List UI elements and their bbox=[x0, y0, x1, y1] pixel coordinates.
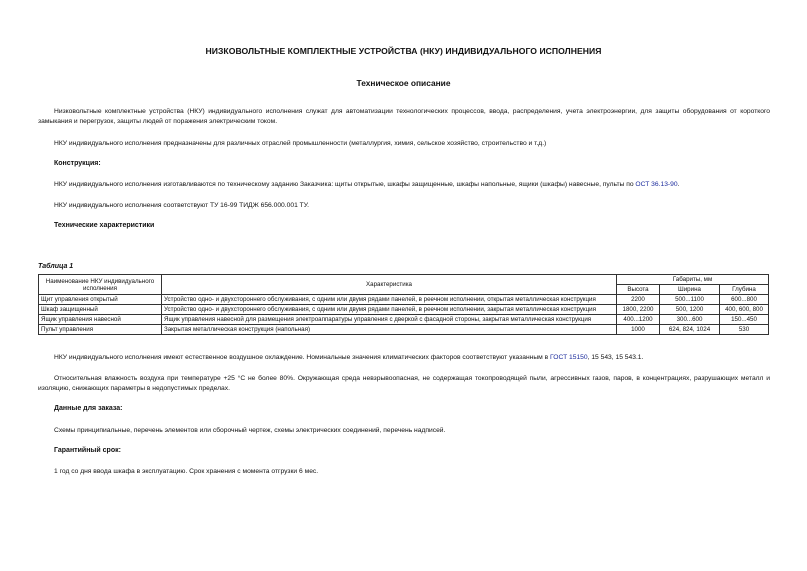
header-height: Высота bbox=[617, 285, 660, 295]
table-row bbox=[39, 305, 769, 315]
construction-paragraph bbox=[38, 180, 770, 190]
cell-width: 624, 824, 1024 bbox=[660, 325, 720, 335]
humidity-paragraph: Относительная влажность воздуха при температуре +25 °С не более 80%. Окружающая среда невзрывоопасная, не содержащая токопроводящей пыли, агрессивных газов, паров, в концентрациях, разрушающих металл и изоляцию, снижающих параметры в недопустимых пределах. bbox=[38, 375, 770, 392]
cell-width: 500...1100 bbox=[660, 295, 720, 305]
cell-depth: 400, 600, 800 bbox=[720, 305, 769, 315]
tech-heading: Технические характеристики bbox=[54, 222, 155, 229]
header-name: Наименование НКУ индивидуального исполнения bbox=[39, 275, 162, 295]
cell-height: 1000 bbox=[617, 325, 660, 335]
header-depth: Глубина bbox=[720, 285, 769, 295]
page-title: НИЗКОВОЛЬТНЫЕ КОМПЛЕКТНЫЕ УСТРОЙСТВА (НКУ) ИНДИВИДУАЛЬНОГО ИСПОЛНЕНИЯ bbox=[205, 46, 602, 56]
cell-width: 500, 1200 bbox=[660, 305, 720, 315]
cell-depth: 150...450 bbox=[720, 315, 769, 325]
construction-text-end: . bbox=[677, 181, 680, 188]
intro-paragraph: Низковольтные комплектные устройства (НКУ) индивидуального исполнения служат для автоматизации технологических процессов, ввода, распределения, учета электроэнергии, для защиты оборудования от короткого замыкания и перегрузок, защиты людей от поражения электрическим током. bbox=[38, 108, 770, 125]
cell-width: 300...600 bbox=[660, 315, 720, 325]
table-row bbox=[39, 295, 769, 305]
purpose-paragraph: НКУ индивидуального исполнения предназначены для различных отраслей промышленности (металлургия, химия, сельское хозяйство, строительство и т.д.) bbox=[54, 140, 547, 147]
warranty-paragraph: 1 год со дня ввода шкафа в эксплуатацию. Срок хранения с момента отгрузки 6 мес. bbox=[54, 468, 319, 475]
cell-name: Щит управления открытый bbox=[39, 295, 162, 305]
cell-height: 1800, 2200 bbox=[617, 305, 660, 315]
page-subtitle: Техническое описание bbox=[356, 78, 451, 88]
cell-height: 400...1200 bbox=[617, 315, 660, 325]
cell-depth: 600...800 bbox=[720, 295, 769, 305]
table-caption: Таблица 1 bbox=[38, 263, 74, 270]
cell-name: Шкаф защищенный bbox=[39, 305, 162, 315]
header-characteristic: Характеристика bbox=[162, 275, 617, 295]
warranty-heading: Гарантийный срок: bbox=[54, 447, 121, 454]
cell-name: Пульт управления bbox=[39, 325, 162, 335]
cell-desc: Устройство одно- и двухстороннего обслуживания, с одним или двумя рядами панелей, в реечном исполнении, открытая металлическая конструкция bbox=[162, 295, 617, 305]
table-row bbox=[39, 325, 769, 335]
table-header-row bbox=[39, 275, 769, 285]
cooling-paragraph bbox=[38, 353, 770, 363]
cell-name: Ящик управления навесной bbox=[39, 315, 162, 325]
specs-table bbox=[38, 274, 769, 335]
order-paragraph: Схемы принципиальные, перечень элементов или сборочный чертеж, схемы электрических соединений, перечень надписей. bbox=[54, 427, 446, 434]
cooling-text-end: , 15 543, 15 543.1. bbox=[587, 354, 644, 361]
construction-heading: Конструкция: bbox=[54, 160, 101, 167]
table-row bbox=[39, 315, 769, 325]
construction-text: НКУ индивидуального исполнения изготавливаются по техническому заданию Заказчика: щиты открытые, шкафы защищенные, шкафы напольные, ящики (шкафы) навесные, пульты по bbox=[54, 181, 636, 188]
header-dimensions: Габариты, мм bbox=[617, 275, 769, 285]
cooling-text: НКУ индивидуального исполнения имеют естественное воздушное охлаждение. Номинальные значения климатических факторов соответствуют указанным в bbox=[54, 354, 551, 361]
cell-desc: Ящик управления навесной для размещения электроаппаратуры управления с дверкой с фасадной стороны, закрытая металлическая конструкция bbox=[162, 315, 617, 325]
cell-desc: Устройство одно- и двухстороннего обслуживания, с одним или двумя рядами панелей, в реечном исполнении, закрытая металлическая конструкция bbox=[162, 305, 617, 315]
cell-desc: Закрытая металлическая конструкция (напольная) bbox=[162, 325, 617, 335]
order-heading: Данные для заказа: bbox=[54, 405, 123, 412]
cell-depth: 530 bbox=[720, 325, 769, 335]
cell-height: 2200 bbox=[617, 295, 660, 305]
gost-link[interactable]: ГОСТ 15150 bbox=[550, 354, 588, 361]
header-width: Ширина bbox=[660, 285, 720, 295]
conformity-paragraph: НКУ индивидуального исполнения соответствуют ТУ 16-99 ТИДЖ 656.000.001 ТУ. bbox=[54, 202, 309, 209]
ost-link[interactable]: ОСТ 36.13-90 bbox=[635, 181, 678, 188]
